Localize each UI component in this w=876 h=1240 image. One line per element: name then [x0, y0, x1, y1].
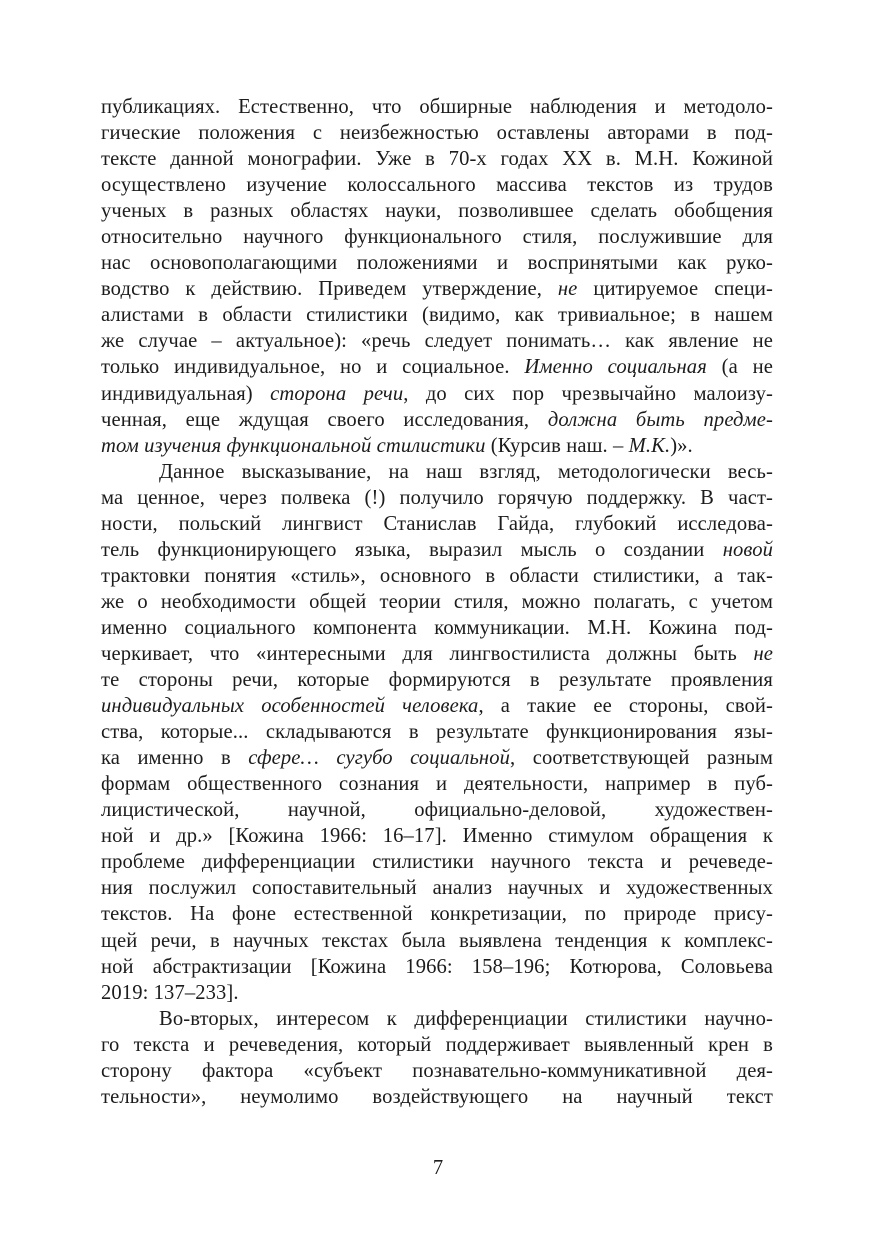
- text-segment: тель функционирующего языка, выразил мысль о создании: [101, 538, 723, 561]
- text-line: [101, 485, 773, 511]
- text-segment: лицистической, научной, официально-деловой, художествен-: [101, 799, 773, 822]
- text-line: [101, 901, 773, 927]
- text-segment: нас основополагающими положениями и воспринятыми как руко-: [101, 252, 773, 275]
- text-segment: , до сих пор чрезвычайно малоизу-: [403, 382, 773, 405]
- text-segment: текстов. На фоне естественной конкретизации, по природе прису-: [101, 903, 773, 926]
- text-line: [101, 823, 773, 849]
- text-segment: формам общественного сознания и деятельности, например в пуб-: [101, 773, 773, 796]
- text-segment: (а не: [706, 356, 773, 379]
- page-number: 7: [432, 1157, 444, 1179]
- text-line: [101, 172, 773, 198]
- text-line: [101, 1006, 773, 1032]
- italic-segment: том изучения функциональной стилистики: [101, 434, 486, 457]
- text-line: [101, 563, 773, 589]
- text-segment: ма ценное, через полвека (!) получило горячую поддержку. В част-: [101, 486, 773, 509]
- text-line: [101, 250, 773, 276]
- text-line: [101, 954, 773, 980]
- text-line: [101, 146, 773, 172]
- text-segment: , соответствующей разным: [510, 747, 773, 770]
- text-segment: осуществлено изучение колоссального массива текстов из трудов: [101, 174, 773, 197]
- text-line: [101, 719, 773, 745]
- text-line: [101, 589, 773, 615]
- text-segment: , а такие ее стороны, свой-: [478, 695, 774, 718]
- text-line: [101, 433, 773, 459]
- text-line: [101, 354, 773, 380]
- paragraph: [101, 94, 773, 459]
- text-line: [101, 693, 773, 719]
- paragraph: [101, 1006, 773, 1110]
- text-segment: Данное высказывание, на наш взгляд, методологически весь-: [159, 460, 773, 483]
- text-segment: алистами в области стилистики (видимо, как тривиальное; в нашем: [101, 304, 773, 327]
- text-segment: сторону фактора «субъект познавательно-коммуникативной дея-: [101, 1059, 773, 1082]
- italic-segment: сфере… сугубо социальной: [248, 747, 511, 770]
- text-segment: тельности», неумолимо воздействующего на научный текст: [101, 1085, 773, 1108]
- text-segment: цитируемое специ-: [577, 278, 773, 301]
- text-line: [101, 381, 773, 407]
- text-segment: тексте данной монографии. Уже в 70-х годах XX в. М.Н. Кожиной: [101, 148, 773, 171]
- text-segment: публикациях. Естественно, что обширные наблюдения и методоло-: [101, 96, 773, 118]
- text-segment: гические положения с неизбежностью оставлены авторами в под-: [101, 122, 773, 145]
- text-segment: щей речи, в научных текстах была выявлена тенденция к комплекс-: [101, 929, 773, 952]
- italic-segment: сторона речи: [270, 382, 404, 405]
- text-line: [101, 797, 773, 823]
- text-line: [101, 641, 773, 667]
- text-line: [101, 771, 773, 797]
- text-line: [101, 120, 773, 146]
- italic-segment: индивидуальных особенностей человека: [101, 695, 479, 718]
- text-line: [101, 511, 773, 537]
- text-segment: же о необходимости общей теории стиля, можно полагать, с учетом: [101, 590, 773, 613]
- text-segment: (Курсив наш. –: [485, 434, 629, 457]
- text-segment: )».: [670, 434, 693, 457]
- text-segment: относительно научного функционального стиля, послужившие для: [101, 226, 773, 249]
- text-line: [101, 928, 773, 954]
- text-line: [101, 849, 773, 875]
- italic-segment: не: [753, 642, 773, 665]
- document-page: [101, 94, 773, 1110]
- text-line: [101, 745, 773, 771]
- italic-segment: Именно социальная: [524, 356, 707, 379]
- text-segment: индивидуальная): [101, 382, 271, 405]
- text-segment: только индивидуальное, но и социальное.: [101, 356, 525, 379]
- italic-segment: должна быть предме-: [547, 408, 773, 431]
- text-line: [101, 198, 773, 224]
- text-line: [101, 302, 773, 328]
- text-line: [101, 667, 773, 693]
- text-segment: го текста и речеведения, который поддерживает выявленный крен в: [101, 1033, 773, 1056]
- text-segment: ности, польский лингвист Станислав Гайда, глубокий исследова-: [101, 512, 773, 535]
- body-text: [101, 94, 773, 1110]
- text-line: [101, 276, 773, 302]
- text-line: [101, 94, 773, 120]
- paragraph: [101, 459, 773, 1006]
- text-segment: проблеме дифференциации стилистики научного текста и речеведе-: [101, 851, 773, 874]
- text-segment: ной и др.» [Кожина 1966: 16–17]. Именно стимулом обращения к: [101, 825, 773, 848]
- text-line: [101, 1084, 773, 1110]
- italic-segment: М.К.: [628, 434, 671, 457]
- text-segment: именно социального компонента коммуникации. М.Н. Кожина под-: [101, 616, 773, 639]
- text-segment: 2019: 137–233].: [101, 981, 239, 1004]
- text-line: [101, 1058, 773, 1084]
- text-segment: ученых в разных областях науки, позволившее сделать обобщения: [101, 200, 773, 223]
- text-segment: те стороны речи, которые формируются в результате проявления: [101, 669, 773, 692]
- italic-segment: новой: [722, 538, 773, 561]
- text-segment: ния послужил сопоставительный анализ научных и художественных: [101, 877, 773, 900]
- text-segment: черкивает, что «интересными для лингвостилиста должны быть: [101, 642, 754, 665]
- text-segment: Во-вторых, интересом к дифференциации стилистики научно-: [159, 1007, 773, 1030]
- text-line: [101, 875, 773, 901]
- text-line: [101, 980, 773, 1006]
- text-segment: ка именно в: [101, 747, 249, 770]
- text-line: [101, 407, 773, 433]
- text-line: [101, 615, 773, 641]
- text-segment: же случае – актуальное): «речь следует понимать… как явление не: [101, 330, 773, 353]
- text-segment: ченная, еще ждущая своего исследования,: [101, 408, 548, 431]
- italic-segment: не: [557, 278, 578, 301]
- text-line: [101, 224, 773, 250]
- text-line: [101, 459, 773, 485]
- text-line: [101, 537, 773, 563]
- text-segment: ной абстрактизации [Кожина 1966: 158–196; Котюрова, Соловьева: [101, 955, 773, 978]
- text-segment: водство к действию. Приведем утверждение,: [101, 278, 558, 301]
- text-line: [101, 328, 773, 354]
- text-segment: ства, которые... складываются в результате функционирования язы-: [101, 721, 773, 744]
- text-line: [101, 1032, 773, 1058]
- text-segment: трактовки понятия «стиль», основного в области стилистики, а так-: [101, 564, 773, 587]
